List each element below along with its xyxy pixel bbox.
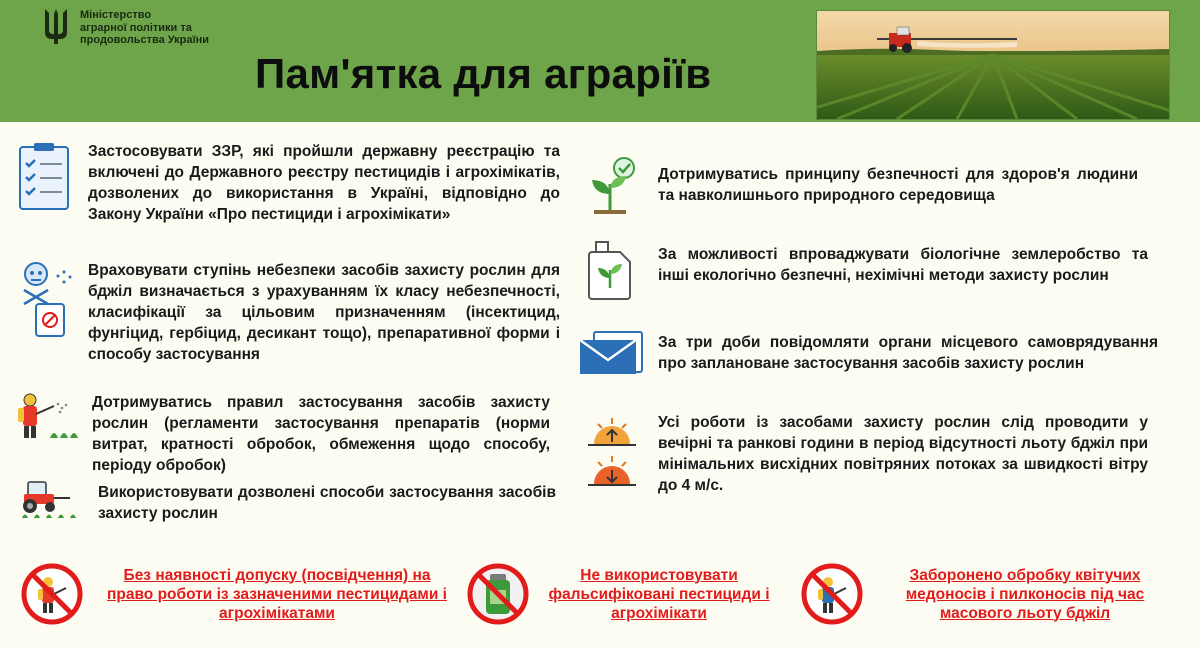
warning-item xyxy=(466,562,786,626)
item-text: Дотримуватись правил застосування засобів захисту рослин (регламенти застосування препаратів (норми витрат, кратності обробок, обмеження щодо способу, періоду обробок) xyxy=(92,394,550,474)
list-item xyxy=(14,392,562,476)
no-sprayer-icon xyxy=(20,562,84,626)
tractor-icon xyxy=(14,476,78,520)
trident-icon xyxy=(42,6,70,46)
envelope-icon xyxy=(576,330,644,378)
page-title: Пам'ятка для аграріїв xyxy=(255,50,712,97)
warning-text: Заборонено обробку квітучих медоносів і пилконосів під час масового льоту бджіл xyxy=(905,566,1145,622)
item-text: Дотримуватись принципу безпечності для здоров'я людини та навколишнього природного середовища xyxy=(658,166,1138,204)
list-item xyxy=(580,412,1160,496)
warning-item xyxy=(20,562,460,626)
item-text: Застосовувати ЗЗР, які пройшли державну реєстрацію та включені до Державного реєстру пестицидів і агрохімікатів, дозволених до використання в Україні, відповідно до Закону України «Про пестициди і агрохімікати» xyxy=(88,143,560,223)
list-item xyxy=(580,154,1160,218)
item-text: За три доби повідомляти органи місцевого самоврядування про заплановане застосування засобів захисту рослин xyxy=(658,334,1158,372)
warning-item xyxy=(800,562,1180,626)
item-text: Використовувати дозволені способи застосування засобів захисту рослин xyxy=(98,484,556,522)
warning-text: Не використовувати фальсифіковані пестициди і агрохімікати xyxy=(548,566,770,622)
ministry-name: Міністерство аграрної політики та продовольства України xyxy=(80,9,210,46)
item-text: Усі роботи із засобами захисту рослин слід проводити у вечірні та ранкові години в період відсутності льоту бджіл при мінімальних висхідних повітряних потоках за швидкості вітру до 4 м/с. xyxy=(658,414,1148,494)
plant-check-icon xyxy=(580,154,644,218)
list-item xyxy=(14,260,562,365)
header-band xyxy=(0,0,1200,122)
warning-text: Без наявності допуску (посвідчення) на право роботи із зазначеними пестицидами і агрохімікатами xyxy=(107,566,447,622)
bee-danger-icon xyxy=(14,260,74,340)
ministry-block xyxy=(42,6,209,47)
no-fake-pesticide-icon xyxy=(466,562,530,626)
checklist-icon xyxy=(14,141,74,213)
list-item xyxy=(576,330,1160,378)
list-item xyxy=(580,238,1160,302)
no-spraying-flowers-icon xyxy=(800,562,864,626)
field-photo-icon xyxy=(816,10,1170,120)
item-text: Враховувати ступінь небезпеки засобів захисту рослин для бджіл визначається з урахуванням їх класу небезпечності, класифікації за цільовим призначенням (інсектицид, фунгіцид, гербіцид, десикант тощо), препаративної форми і способу застосування xyxy=(88,262,560,363)
list-item xyxy=(14,141,562,225)
item-text: За можливості впроваджувати біологічне землеробство та інші екологічно безпечні, нехімічні методи захисту рослин xyxy=(658,246,1148,284)
sunrise-sunset-icon xyxy=(580,412,644,492)
sprayer-person-icon xyxy=(14,392,78,442)
list-item xyxy=(14,476,562,524)
bio-canister-icon xyxy=(580,238,644,302)
